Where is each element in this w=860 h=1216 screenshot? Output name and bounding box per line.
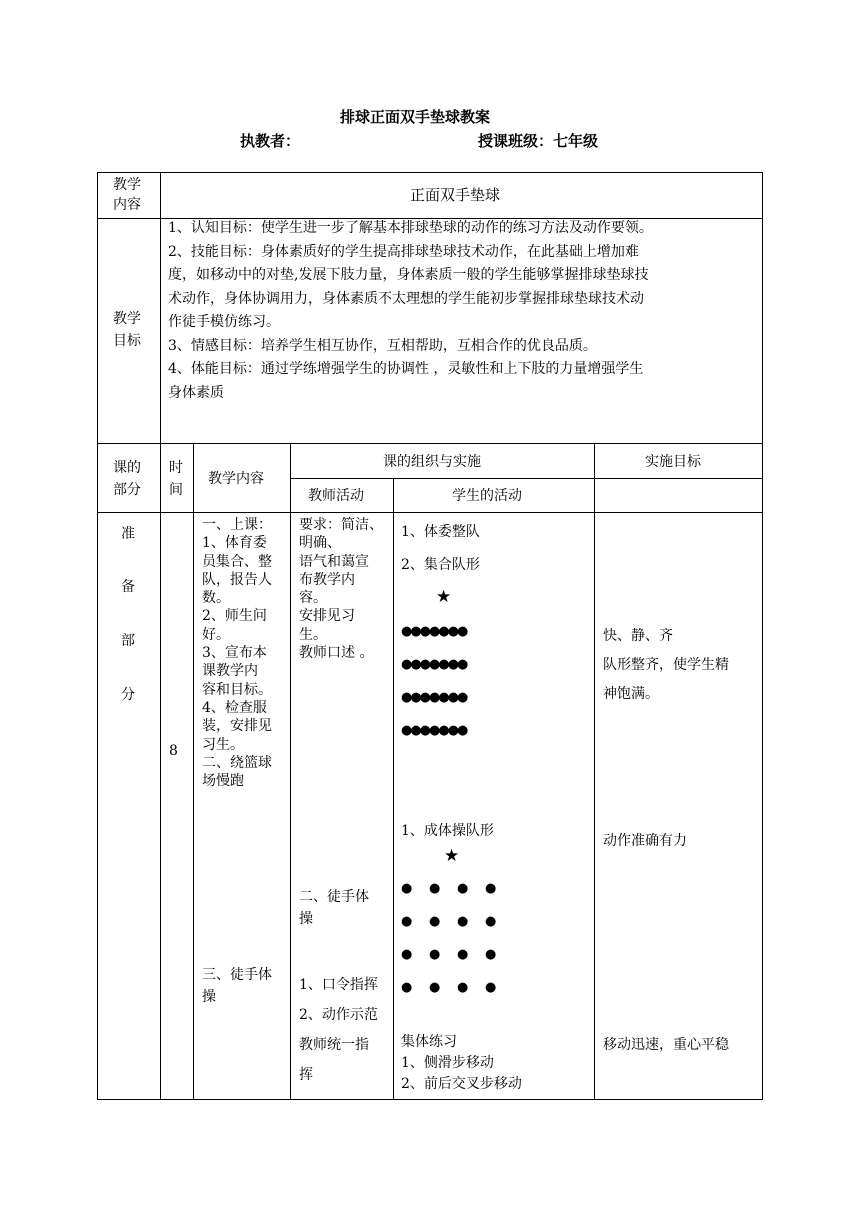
content-line: 1、体育委	[202, 535, 267, 552]
teacher-line: 二、徒手体	[299, 889, 369, 905]
goal-line: 作徒手模仿练习。	[168, 314, 280, 330]
content-line: 4、检查服	[202, 699, 267, 716]
goal-text: 队形整齐，使学生精	[603, 657, 729, 673]
dot: ●	[401, 881, 413, 896]
header-teacher: 教师活动	[308, 488, 364, 504]
teacher-line: 明确、	[299, 535, 341, 552]
dot: ●	[429, 980, 441, 995]
header-time-b: 间	[169, 482, 183, 498]
goal-line: 3、情感目标：培养学生相互协作，互相帮助，互相合作的优良品质。	[168, 337, 597, 354]
dot: ●	[485, 980, 497, 995]
impl-goal-3: 移动迅速，重心平稳	[603, 1037, 729, 1053]
teacher-line: 安排见习	[299, 608, 355, 625]
teacher-line: 教师口述 。	[299, 645, 374, 662]
goal-line: 2、技能目标：身体素质好的学生提高排球垫球技术动作，在此基础上增加难	[168, 243, 639, 260]
teacher-activity	[299, 516, 383, 662]
header-student: 学生的活动	[452, 488, 522, 504]
content-line: 3、宣布本	[202, 645, 267, 662]
teacher-activity-2	[299, 886, 369, 930]
row1-label-a: 教学	[113, 177, 141, 193]
part-char: 部	[121, 633, 135, 649]
content-line: 三、徒手体	[202, 967, 272, 983]
goal-line: 术动作，身体协调用力，身体素质不太理想的学生能初步掌握排球垫球技术动	[168, 290, 644, 307]
page-title: 排球正面双手垫球教案	[340, 108, 491, 126]
student-step-1: 1、体委整队	[401, 524, 480, 540]
content-line: 2、师生问	[202, 608, 267, 625]
header-org: 课的组织与实施	[383, 454, 481, 470]
impl-goal-2: 动作准确有力	[603, 833, 687, 849]
content-line: 好。	[202, 626, 230, 643]
dot: ●	[457, 980, 469, 995]
star-icon: ★	[436, 587, 452, 607]
header-part-b: 部分	[113, 482, 141, 498]
content-line: 二、绕篮球	[202, 754, 272, 771]
dot: ●	[485, 881, 497, 896]
dot: ●	[429, 947, 441, 962]
time-value: 8	[169, 743, 178, 759]
dot: ●	[457, 947, 469, 962]
goal-line: 度，如移动中的对垫,发展下肢力量，身体素质一般的学生能够掌握排球垫球技	[168, 267, 649, 283]
goals-text	[168, 217, 653, 405]
part-char: 分	[121, 687, 135, 703]
formation-row: ●●●●●●●	[401, 723, 467, 738]
dot: ●	[401, 980, 413, 995]
teacher-line: 操	[299, 911, 313, 927]
teacher-line: 教师统一指	[299, 1037, 369, 1053]
star-icon: ★	[444, 846, 460, 866]
content-line: 场慢跑	[202, 773, 244, 790]
student-line: 2、前后交叉步移动	[401, 1076, 522, 1092]
goal-line: 1、认知目标：使学生进一步了解基本排球垫球的动作的练习方法及动作要领。	[168, 220, 653, 236]
dot: ●	[457, 914, 469, 929]
formation-row: ●●●●●●●	[401, 690, 467, 705]
teacher-line: 1、口令指挥	[299, 977, 378, 993]
content-line: 队，报告人	[202, 571, 272, 588]
student-practice	[401, 1032, 522, 1095]
content-line: 员集合、整	[202, 553, 272, 570]
teaching-content: 正面双手垫球	[410, 186, 501, 204]
teacher-line: 挥	[299, 1067, 313, 1083]
prep-content-3	[202, 964, 272, 1008]
student-line: 1、侧滑步移动	[401, 1055, 494, 1071]
dot: ●	[429, 881, 441, 896]
teacher-line: 2、动作示范	[299, 1007, 378, 1023]
dot: ●	[401, 947, 413, 962]
content-line: 课教学内	[202, 663, 258, 680]
part-char: 备	[121, 579, 135, 595]
content-line: 一、上课：	[202, 517, 272, 533]
content-line: 数。	[202, 590, 230, 607]
row1-label-b: 内容	[113, 197, 141, 213]
teacher-line: 生。	[299, 626, 327, 643]
header-time-a: 时	[169, 460, 183, 476]
formation-row: ●●●●●●●	[401, 657, 467, 672]
teacher-line: 语气和蔼宣	[299, 553, 369, 570]
teacher-label: 执教者：	[240, 132, 301, 150]
row2-label-b: 目标	[113, 333, 141, 349]
student-line: 集体练习	[401, 1034, 457, 1050]
goal-text: 神饱满。	[603, 686, 659, 702]
teacher-line: 容。	[299, 590, 327, 607]
part-char: 准	[121, 526, 135, 542]
dot: ●	[457, 881, 469, 896]
teacher-activity-3	[299, 970, 378, 1090]
content-line: 习生。	[202, 736, 244, 753]
header-content: 教学内容	[208, 471, 264, 487]
dot: ●	[485, 914, 497, 929]
student-step-2: 2、集合队形	[401, 557, 480, 573]
formation-row: ●●●●●●●	[401, 624, 467, 639]
teacher-line: 布教学内	[299, 571, 355, 588]
student-step-3: 1、成体操队形	[401, 823, 494, 839]
class-label: 授课班级：七年级	[478, 132, 599, 150]
dot: ●	[401, 914, 413, 929]
content-line: 操	[202, 989, 216, 1005]
header-goal: 实施目标	[645, 454, 701, 470]
goal-line: 4、体能目标：通过学练增强学生的协调性 ，灵敏性和上下肢的力量增强学生	[168, 361, 644, 377]
goal-line: 身体素质	[168, 384, 224, 401]
content-line: 容和目标。	[202, 681, 272, 698]
goal-text: 快、静、齐	[603, 628, 673, 644]
dot: ●	[485, 947, 497, 962]
prep-content	[202, 516, 272, 790]
impl-goal-1	[603, 622, 729, 709]
header-part-a: 课的	[113, 460, 141, 476]
row2-label-a: 教学	[113, 311, 141, 327]
dot: ●	[429, 914, 441, 929]
content-line: 装，安排见	[202, 718, 272, 735]
teacher-line: 要求：简洁、	[299, 517, 383, 533]
